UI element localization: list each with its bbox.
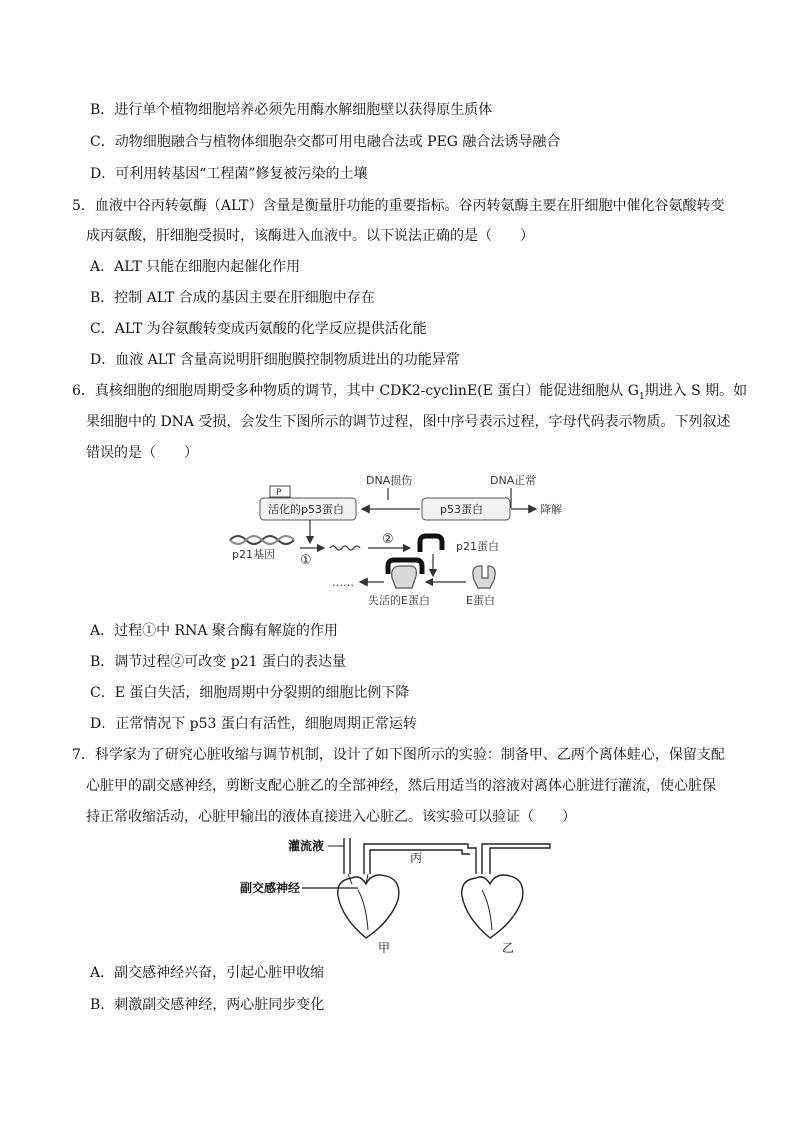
phosphate-label: P: [276, 488, 282, 498]
q7-stem-line1: 7．科学家为了研究心脏收缩与调节机制，设计了如下图所示的实验：制备甲、乙两个离体蛙心，保留支配: [72, 747, 725, 763]
e-protein-shape: [473, 566, 495, 588]
q4-option-c: C．动物细胞融合与植物体细胞杂交都可用电融合法或 PEG 融合法诱导融合: [90, 134, 561, 150]
q5-stem-line2: 成丙氨酸，肝细胞受损时，该酶进入血液中。以下说法正确的是（ ）: [86, 228, 534, 244]
q6-option-d: D．正常情况下 p53 蛋白有活性，细胞周期正常运转: [90, 716, 417, 732]
q6-stem-line2: 果细胞中的 DNA 受损，会发生下图所示的调节过程，图中序号表示过程，字母代码表示物质。下列叙述: [86, 414, 731, 430]
perfusate-label: 灌流液: [288, 839, 325, 853]
mrna-wave: [330, 546, 360, 550]
perfusion-tubes: [344, 838, 550, 874]
heart-yi: [462, 875, 523, 938]
dna-normal-label: DNA正常: [490, 474, 537, 487]
q6-stem-line1: 6．真核细胞的细胞周期受多种物质的调节，其中 CDK2-cyclinE(E 蛋白）能促进细胞从 $G_1$期进入 S 期。如: [72, 383, 748, 402]
heart-jia: [338, 874, 399, 938]
q7-stem-line2: 心脏甲的副交感神经，剪断支配心脏乙的全部神经，然后用适当的溶液对离体心脏进行灌流，使心脏保: [86, 778, 716, 794]
activated-p53-label: 活化的p53蛋白: [268, 503, 344, 516]
q7-stem-line3: 持正常收缩活动，心脏甲输出的液体直接进入心脏乙。该实验可以验证（ ）: [86, 809, 576, 825]
dots-label: ……: [332, 576, 354, 589]
q4-option-b: B．进行单个植物细胞培养必须先用酶水解细胞壁以获得原生质体: [90, 102, 493, 118]
q7-option-a: A．副交感神经兴奋，引起心脏甲收缩: [90, 965, 325, 981]
q5-option-d: D．血液 ALT 含量高说明肝细胞膜控制物质进出的功能异常: [90, 352, 460, 368]
step1-label: ①: [300, 553, 312, 568]
tube-bing-label: 丙: [410, 851, 423, 865]
step2-label: ②: [382, 532, 394, 547]
p21-protein-shape: [420, 536, 442, 552]
parasympathetic-label: 副交感神经: [240, 881, 301, 895]
q4-option-d: D．可利用转基因“工程菌”修复被污染的土壤: [90, 166, 368, 182]
q6-option-b: B．调节过程②可改变 p21 蛋白的表达量: [90, 654, 346, 670]
q5-stem-line1: 5．血液中谷丙转氨酶（ALT）含量是衡量肝功能的重要指标。谷丙转氨酶主要在肝细胞中催化谷氨酸转变: [72, 198, 725, 214]
heart-jia-label: 甲: [378, 941, 391, 955]
frog-heart-experiment-diagram: [240, 834, 560, 956]
heart-yi-label: 乙: [502, 941, 515, 955]
q5-option-a: A．ALT 只能在细胞内起催化作用: [90, 259, 301, 275]
p21-gene-label: p21基因: [232, 548, 275, 561]
q6-stem-line3: 错误的是（ ）: [86, 445, 198, 461]
q6-option-c: C．E 蛋白失活，细胞周期中分裂期的细胞比例下降: [90, 685, 410, 701]
q5-option-b: B．控制 ALT 合成的基因主要在肝细胞中存在: [90, 290, 375, 306]
e-protein-label: E蛋白: [466, 594, 495, 607]
degradation-label: 降解: [540, 503, 562, 516]
p53-label: p53蛋白: [440, 503, 483, 516]
q6-option-a: A．过程①中 RNA 聚合酶有解旋的作用: [90, 623, 338, 639]
inactive-e-protein-shape: [388, 560, 422, 588]
inactive-e-label: 失活的E蛋白: [368, 594, 430, 607]
q7-option-b: B．刺激副交感神经，两心脏同步变化: [90, 997, 325, 1013]
p53-regulation-diagram: [220, 470, 590, 615]
dna-damage-label: DNA损伤: [366, 474, 413, 487]
p21-protein-label: p21蛋白: [456, 540, 499, 553]
q5-option-c: C．ALT 为谷氨酸转变成丙氨酸的化学反应提供活化能: [90, 321, 427, 337]
